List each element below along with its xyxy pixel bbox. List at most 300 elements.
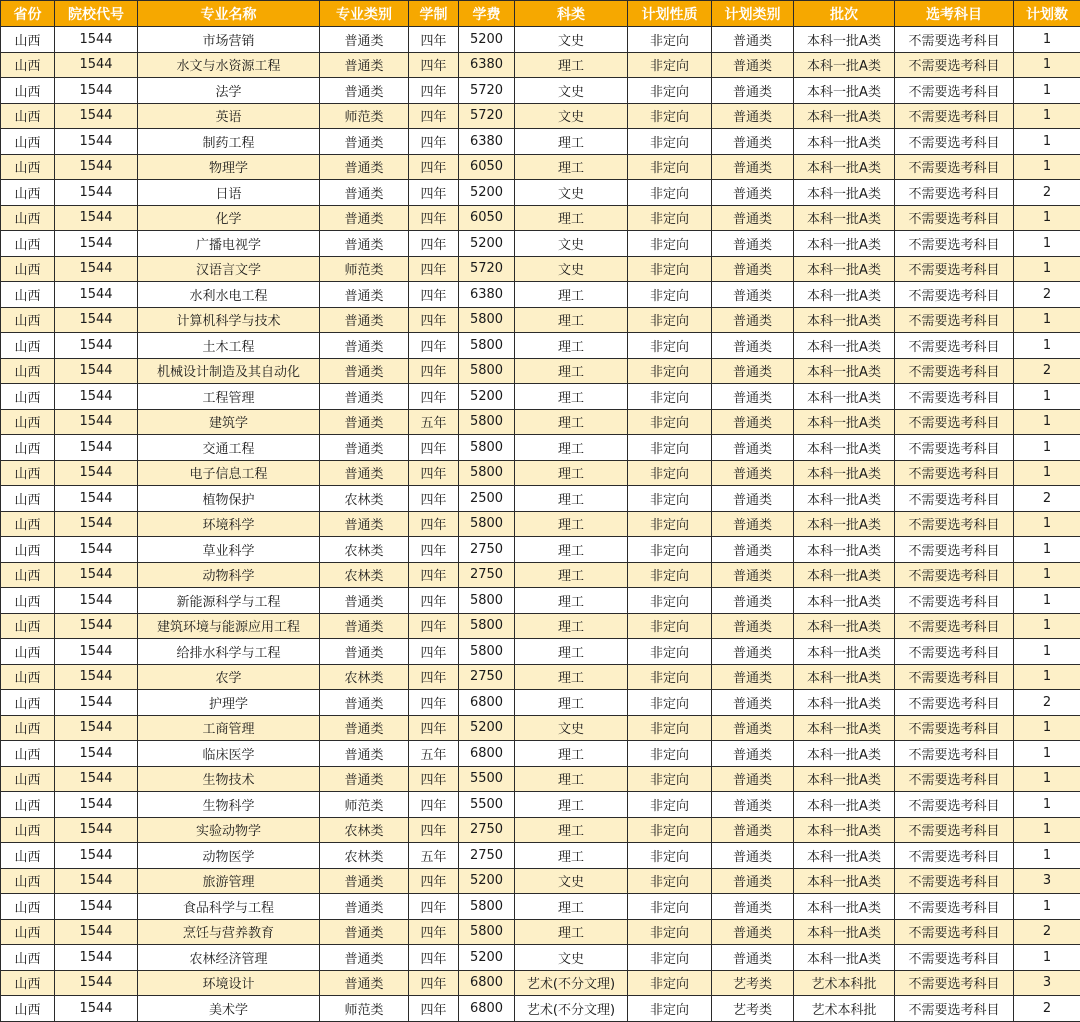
cell-required-subjects: 不需要选考科目 [895, 613, 1014, 639]
cell-tuition: 5720 [459, 256, 515, 282]
cell-subject-track: 理工 [515, 562, 628, 588]
cell-batch: 本科一批A类 [794, 256, 895, 282]
cell-plan-count: 1 [1014, 766, 1080, 792]
cell-plan-count: 2 [1014, 919, 1080, 945]
cell-tuition: 5800 [459, 333, 515, 359]
cell-major-category: 普通类 [320, 129, 409, 155]
cell-plan-nature: 非定向 [628, 409, 712, 435]
cell-tuition: 5800 [459, 588, 515, 614]
cell-province: 山西 [1, 460, 55, 486]
cell-subject-track: 理工 [515, 282, 628, 308]
cell-major-category: 师范类 [320, 103, 409, 129]
cell-school-code: 1544 [55, 613, 138, 639]
cell-plan-nature: 非定向 [628, 817, 712, 843]
cell-major-category: 普通类 [320, 588, 409, 614]
table-row [1, 562, 1080, 588]
cell-required-subjects: 不需要选考科目 [895, 333, 1014, 359]
cell-required-subjects: 不需要选考科目 [895, 868, 1014, 894]
cell-plan-type: 普通类 [712, 333, 794, 359]
cell-batch: 本科一批A类 [794, 766, 895, 792]
cell-subject-track: 理工 [515, 154, 628, 180]
cell-plan-type: 普通类 [712, 435, 794, 461]
cell-major-category: 师范类 [320, 996, 409, 1022]
table-row [1, 996, 1080, 1022]
cell-batch: 本科一批A类 [794, 690, 895, 716]
cell-school-code: 1544 [55, 792, 138, 818]
cell-duration: 四年 [409, 868, 459, 894]
cell-major-name: 电子信息工程 [138, 460, 320, 486]
cell-subject-track: 文史 [515, 27, 628, 53]
cell-subject-track: 理工 [515, 894, 628, 920]
cell-subject-track: 理工 [515, 307, 628, 333]
cell-tuition: 5200 [459, 715, 515, 741]
cell-plan-type: 普通类 [712, 205, 794, 231]
cell-province: 山西 [1, 588, 55, 614]
cell-province: 山西 [1, 919, 55, 945]
cell-plan-count: 1 [1014, 129, 1080, 155]
cell-required-subjects: 不需要选考科目 [895, 180, 1014, 206]
cell-plan-count: 1 [1014, 307, 1080, 333]
cell-plan-type: 普通类 [712, 613, 794, 639]
cell-province: 山西 [1, 715, 55, 741]
cell-duration: 四年 [409, 103, 459, 129]
cell-tuition: 5200 [459, 180, 515, 206]
table-row [1, 52, 1080, 78]
cell-duration: 四年 [409, 766, 459, 792]
cell-plan-count: 1 [1014, 894, 1080, 920]
table-row [1, 103, 1080, 129]
cell-batch: 艺术本科批 [794, 996, 895, 1022]
cell-plan-count: 1 [1014, 537, 1080, 563]
cell-province: 山西 [1, 307, 55, 333]
cell-major-category: 普通类 [320, 409, 409, 435]
cell-subject-track: 理工 [515, 129, 628, 155]
table-row [1, 486, 1080, 512]
cell-batch: 本科一批A类 [794, 435, 895, 461]
cell-major-category: 师范类 [320, 792, 409, 818]
cell-plan-type: 艺考类 [712, 970, 794, 996]
cell-duration: 四年 [409, 690, 459, 716]
cell-province: 山西 [1, 766, 55, 792]
cell-major-category: 普通类 [320, 766, 409, 792]
header-major-name: 专业名称 [138, 1, 320, 27]
cell-plan-nature: 非定向 [628, 639, 712, 665]
cell-required-subjects: 不需要选考科目 [895, 154, 1014, 180]
table-row [1, 180, 1080, 206]
cell-duration: 四年 [409, 180, 459, 206]
cell-major-name: 法学 [138, 78, 320, 104]
cell-subject-track: 文史 [515, 78, 628, 104]
cell-major-name: 生物科学 [138, 792, 320, 818]
cell-major-category: 普通类 [320, 715, 409, 741]
cell-school-code: 1544 [55, 154, 138, 180]
cell-duration: 四年 [409, 282, 459, 308]
cell-major-name: 动物医学 [138, 843, 320, 869]
cell-major-name: 水文与水资源工程 [138, 52, 320, 78]
cell-major-name: 植物保护 [138, 486, 320, 512]
header-tuition: 学费 [459, 1, 515, 27]
cell-plan-count: 1 [1014, 256, 1080, 282]
table-row [1, 766, 1080, 792]
cell-batch: 本科一批A类 [794, 231, 895, 257]
cell-subject-track: 理工 [515, 409, 628, 435]
cell-required-subjects: 不需要选考科目 [895, 766, 1014, 792]
cell-major-name: 英语 [138, 103, 320, 129]
header-plan-count: 计划数 [1014, 1, 1080, 27]
cell-batch: 本科一批A类 [794, 613, 895, 639]
cell-major-name: 市场营销 [138, 27, 320, 53]
cell-tuition: 5200 [459, 868, 515, 894]
cell-batch: 本科一批A类 [794, 307, 895, 333]
cell-school-code: 1544 [55, 919, 138, 945]
cell-tuition: 5200 [459, 945, 515, 971]
cell-batch: 本科一批A类 [794, 78, 895, 104]
table-row [1, 843, 1080, 869]
table-row [1, 715, 1080, 741]
cell-plan-count: 1 [1014, 562, 1080, 588]
cell-plan-nature: 非定向 [628, 307, 712, 333]
cell-school-code: 1544 [55, 384, 138, 410]
cell-plan-type: 普通类 [712, 78, 794, 104]
cell-major-name: 新能源科学与工程 [138, 588, 320, 614]
cell-school-code: 1544 [55, 180, 138, 206]
cell-province: 山西 [1, 970, 55, 996]
cell-plan-count: 1 [1014, 792, 1080, 818]
cell-subject-track: 理工 [515, 205, 628, 231]
cell-province: 山西 [1, 613, 55, 639]
cell-tuition: 5800 [459, 919, 515, 945]
cell-major-category: 普通类 [320, 945, 409, 971]
cell-plan-type: 普通类 [712, 103, 794, 129]
cell-plan-count: 3 [1014, 868, 1080, 894]
cell-plan-count: 2 [1014, 690, 1080, 716]
cell-plan-type: 普通类 [712, 919, 794, 945]
cell-subject-track: 文史 [515, 180, 628, 206]
cell-duration: 四年 [409, 52, 459, 78]
cell-plan-nature: 非定向 [628, 868, 712, 894]
cell-duration: 四年 [409, 970, 459, 996]
cell-tuition: 5800 [459, 639, 515, 665]
cell-major-category: 普通类 [320, 27, 409, 53]
cell-required-subjects: 不需要选考科目 [895, 664, 1014, 690]
cell-province: 山西 [1, 868, 55, 894]
cell-tuition: 5800 [459, 358, 515, 384]
cell-plan-count: 1 [1014, 409, 1080, 435]
cell-plan-nature: 非定向 [628, 843, 712, 869]
table-row [1, 588, 1080, 614]
cell-school-code: 1544 [55, 486, 138, 512]
cell-plan-count: 2 [1014, 996, 1080, 1022]
table-row [1, 945, 1080, 971]
cell-subject-track: 理工 [515, 817, 628, 843]
cell-subject-track: 理工 [515, 843, 628, 869]
cell-school-code: 1544 [55, 511, 138, 537]
cell-duration: 四年 [409, 996, 459, 1022]
cell-subject-track: 理工 [515, 690, 628, 716]
cell-major-category: 普通类 [320, 613, 409, 639]
table-row [1, 792, 1080, 818]
cell-plan-count: 1 [1014, 333, 1080, 359]
cell-plan-nature: 非定向 [628, 231, 712, 257]
cell-major-category: 普通类 [320, 333, 409, 359]
cell-plan-nature: 非定向 [628, 333, 712, 359]
cell-required-subjects: 不需要选考科目 [895, 715, 1014, 741]
cell-plan-type: 普通类 [712, 588, 794, 614]
header-plan-type: 计划类别 [712, 1, 794, 27]
table-body [1, 27, 1080, 1022]
cell-province: 山西 [1, 486, 55, 512]
cell-school-code: 1544 [55, 333, 138, 359]
cell-batch: 本科一批A类 [794, 639, 895, 665]
cell-major-name: 建筑环境与能源应用工程 [138, 613, 320, 639]
cell-major-name: 农学 [138, 664, 320, 690]
cell-plan-nature: 非定向 [628, 613, 712, 639]
cell-tuition: 5800 [459, 460, 515, 486]
cell-major-name: 农林经济管理 [138, 945, 320, 971]
table-row [1, 460, 1080, 486]
cell-plan-count: 2 [1014, 180, 1080, 206]
cell-duration: 五年 [409, 741, 459, 767]
cell-province: 山西 [1, 945, 55, 971]
table-row [1, 231, 1080, 257]
cell-subject-track: 理工 [515, 486, 628, 512]
cell-required-subjects: 不需要选考科目 [895, 384, 1014, 410]
cell-tuition: 6800 [459, 996, 515, 1022]
cell-province: 山西 [1, 996, 55, 1022]
cell-province: 山西 [1, 52, 55, 78]
cell-province: 山西 [1, 333, 55, 359]
cell-batch: 本科一批A类 [794, 817, 895, 843]
cell-plan-count: 1 [1014, 639, 1080, 665]
cell-required-subjects: 不需要选考科目 [895, 970, 1014, 996]
cell-major-name: 给排水科学与工程 [138, 639, 320, 665]
cell-batch: 本科一批A类 [794, 537, 895, 563]
cell-school-code: 1544 [55, 78, 138, 104]
cell-province: 山西 [1, 180, 55, 206]
cell-subject-track: 文史 [515, 868, 628, 894]
cell-plan-nature: 非定向 [628, 282, 712, 308]
cell-province: 山西 [1, 511, 55, 537]
cell-major-category: 普通类 [320, 307, 409, 333]
cell-plan-count: 1 [1014, 384, 1080, 410]
cell-school-code: 1544 [55, 103, 138, 129]
cell-duration: 四年 [409, 460, 459, 486]
cell-tuition: 5200 [459, 231, 515, 257]
cell-major-category: 普通类 [320, 384, 409, 410]
cell-plan-type: 普通类 [712, 715, 794, 741]
cell-duration: 四年 [409, 205, 459, 231]
cell-tuition: 5720 [459, 78, 515, 104]
cell-province: 山西 [1, 537, 55, 563]
cell-tuition: 5200 [459, 27, 515, 53]
cell-major-name: 护理学 [138, 690, 320, 716]
cell-plan-nature: 非定向 [628, 205, 712, 231]
cell-province: 山西 [1, 78, 55, 104]
cell-plan-count: 1 [1014, 78, 1080, 104]
cell-province: 山西 [1, 843, 55, 869]
table-row [1, 435, 1080, 461]
cell-subject-track: 理工 [515, 792, 628, 818]
cell-school-code: 1544 [55, 358, 138, 384]
cell-province: 山西 [1, 358, 55, 384]
cell-batch: 本科一批A类 [794, 664, 895, 690]
cell-plan-nature: 非定向 [628, 460, 712, 486]
cell-major-name: 环境设计 [138, 970, 320, 996]
cell-duration: 四年 [409, 307, 459, 333]
cell-subject-track: 理工 [515, 741, 628, 767]
cell-batch: 本科一批A类 [794, 868, 895, 894]
cell-duration: 四年 [409, 562, 459, 588]
cell-tuition: 5200 [459, 384, 515, 410]
cell-major-category: 普通类 [320, 180, 409, 206]
table-row [1, 613, 1080, 639]
cell-plan-nature: 非定向 [628, 129, 712, 155]
cell-batch: 本科一批A类 [794, 384, 895, 410]
cell-province: 山西 [1, 741, 55, 767]
cell-school-code: 1544 [55, 409, 138, 435]
cell-duration: 四年 [409, 537, 459, 563]
cell-major-category: 普通类 [320, 868, 409, 894]
cell-plan-type: 普通类 [712, 868, 794, 894]
cell-plan-type: 普通类 [712, 52, 794, 78]
cell-province: 山西 [1, 664, 55, 690]
cell-batch: 本科一批A类 [794, 460, 895, 486]
cell-subject-track: 理工 [515, 588, 628, 614]
cell-plan-count: 1 [1014, 231, 1080, 257]
table-row [1, 639, 1080, 665]
header-plan-nature: 计划性质 [628, 1, 712, 27]
cell-required-subjects: 不需要选考科目 [895, 52, 1014, 78]
cell-plan-type: 普通类 [712, 154, 794, 180]
cell-tuition: 5800 [459, 511, 515, 537]
cell-plan-count: 1 [1014, 460, 1080, 486]
cell-major-category: 普通类 [320, 52, 409, 78]
header-major-category: 专业类别 [320, 1, 409, 27]
cell-plan-count: 1 [1014, 588, 1080, 614]
cell-subject-track: 理工 [515, 384, 628, 410]
cell-plan-count: 1 [1014, 154, 1080, 180]
cell-major-category: 普通类 [320, 231, 409, 257]
cell-plan-type: 艺考类 [712, 996, 794, 1022]
cell-required-subjects: 不需要选考科目 [895, 282, 1014, 308]
cell-batch: 本科一批A类 [794, 27, 895, 53]
cell-required-subjects: 不需要选考科目 [895, 945, 1014, 971]
cell-required-subjects: 不需要选考科目 [895, 537, 1014, 563]
cell-major-category: 普通类 [320, 919, 409, 945]
cell-tuition: 6050 [459, 154, 515, 180]
cell-major-name: 环境科学 [138, 511, 320, 537]
cell-major-name: 日语 [138, 180, 320, 206]
cell-major-category: 普通类 [320, 894, 409, 920]
cell-duration: 四年 [409, 613, 459, 639]
header-batch: 批次 [794, 1, 895, 27]
cell-major-name: 草业科学 [138, 537, 320, 563]
cell-batch: 艺术本科批 [794, 970, 895, 996]
cell-major-category: 普通类 [320, 741, 409, 767]
cell-duration: 四年 [409, 256, 459, 282]
cell-subject-track: 理工 [515, 639, 628, 665]
cell-required-subjects: 不需要选考科目 [895, 358, 1014, 384]
table-row [1, 970, 1080, 996]
cell-duration: 四年 [409, 358, 459, 384]
cell-plan-type: 普通类 [712, 664, 794, 690]
cell-tuition: 6380 [459, 52, 515, 78]
table-row [1, 333, 1080, 359]
cell-batch: 本科一批A类 [794, 52, 895, 78]
cell-required-subjects: 不需要选考科目 [895, 460, 1014, 486]
cell-batch: 本科一批A类 [794, 129, 895, 155]
cell-major-name: 工程管理 [138, 384, 320, 410]
table-row [1, 384, 1080, 410]
cell-batch: 本科一批A类 [794, 282, 895, 308]
cell-major-category: 普通类 [320, 78, 409, 104]
cell-major-category: 普通类 [320, 639, 409, 665]
table-row [1, 27, 1080, 53]
cell-plan-nature: 非定向 [628, 792, 712, 818]
cell-plan-nature: 非定向 [628, 52, 712, 78]
cell-major-category: 农林类 [320, 537, 409, 563]
cell-plan-type: 普通类 [712, 409, 794, 435]
cell-school-code: 1544 [55, 868, 138, 894]
cell-required-subjects: 不需要选考科目 [895, 996, 1014, 1022]
cell-plan-type: 普通类 [712, 231, 794, 257]
table-row [1, 537, 1080, 563]
cell-plan-type: 普通类 [712, 511, 794, 537]
cell-plan-type: 普通类 [712, 945, 794, 971]
cell-plan-nature: 非定向 [628, 690, 712, 716]
table-row [1, 409, 1080, 435]
cell-major-name: 旅游管理 [138, 868, 320, 894]
cell-school-code: 1544 [55, 970, 138, 996]
cell-plan-nature: 非定向 [628, 766, 712, 792]
cell-duration: 四年 [409, 792, 459, 818]
cell-duration: 四年 [409, 154, 459, 180]
cell-required-subjects: 不需要选考科目 [895, 639, 1014, 665]
cell-duration: 四年 [409, 129, 459, 155]
cell-batch: 本科一批A类 [794, 154, 895, 180]
cell-plan-nature: 非定向 [628, 741, 712, 767]
cell-plan-type: 普通类 [712, 562, 794, 588]
cell-plan-type: 普通类 [712, 741, 794, 767]
cell-duration: 四年 [409, 486, 459, 512]
cell-plan-count: 2 [1014, 282, 1080, 308]
cell-tuition: 5500 [459, 766, 515, 792]
cell-plan-nature: 非定向 [628, 154, 712, 180]
cell-batch: 本科一批A类 [794, 919, 895, 945]
cell-required-subjects: 不需要选考科目 [895, 486, 1014, 512]
cell-required-subjects: 不需要选考科目 [895, 435, 1014, 461]
cell-major-category: 师范类 [320, 256, 409, 282]
cell-major-category: 农林类 [320, 664, 409, 690]
cell-tuition: 6800 [459, 690, 515, 716]
cell-school-code: 1544 [55, 27, 138, 53]
table-row [1, 282, 1080, 308]
header-row [1, 1, 1080, 27]
cell-province: 山西 [1, 562, 55, 588]
cell-school-code: 1544 [55, 307, 138, 333]
cell-plan-type: 普通类 [712, 843, 794, 869]
cell-school-code: 1544 [55, 715, 138, 741]
cell-plan-count: 1 [1014, 664, 1080, 690]
cell-plan-nature: 非定向 [628, 996, 712, 1022]
cell-required-subjects: 不需要选考科目 [895, 129, 1014, 155]
table-row [1, 154, 1080, 180]
cell-plan-count: 1 [1014, 511, 1080, 537]
cell-tuition: 5800 [459, 894, 515, 920]
cell-duration: 五年 [409, 843, 459, 869]
cell-province: 山西 [1, 894, 55, 920]
cell-subject-track: 理工 [515, 766, 628, 792]
